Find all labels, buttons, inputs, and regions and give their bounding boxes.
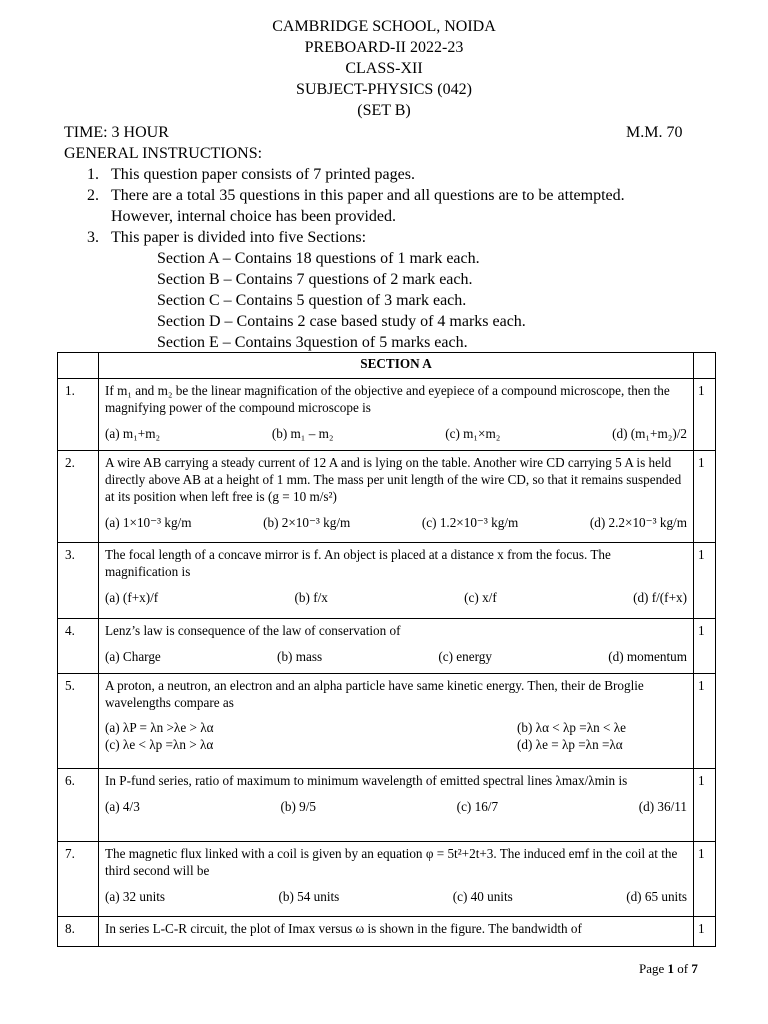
question-row [58,379,716,451]
subject-name: SUBJECT-PHYSICS (042) [296,81,472,98]
question-text: The focal length of a concave mirror is f. An object is placed at a distance x from the focus. The magnification is [105,547,611,579]
instruction-text: There are a total 35 questions in this paper and all questions are to be attempted. [111,187,625,204]
question-table [57,352,716,947]
question-body [99,917,694,947]
option: (b) m₁ – m₂ [271,426,334,441]
page-number: 1 [667,961,675,976]
question-text: Lenz’s law is consequence of the law of conservation of [105,623,401,638]
question-text: A proton, a neutron, an electron and an alpha particle have same kinetic energy. Then, their de Broglie wavelengths compare as [105,678,644,710]
page-footer [639,961,698,977]
school-name: CAMBRIDGE SCHOOL, NOIDA [272,18,496,35]
options [105,719,687,753]
question-number: 5. [58,674,99,769]
question-number: 8. [58,917,99,947]
option: (d) 65 units [626,889,687,904]
instruction-item [87,185,625,206]
instruction-text: This paper is divided into five Sections: [111,229,367,246]
question-body [99,842,694,917]
set-name: (SET B) [357,102,411,119]
option: (b) f/x [294,590,328,605]
question-number: 4. [58,619,99,674]
option: (c) m₁×m₂ [445,426,501,441]
marks: 1 [694,842,716,917]
option: (a) m₁+m₂ [105,426,161,441]
instruction-text: This question paper consists of 7 printed pages. [111,166,415,183]
marks: 1 [694,917,716,947]
options [105,589,687,606]
option: (a) 32 units [105,889,166,904]
question-body [99,619,694,674]
question-text: If m₁ and m₂ be the linear magnification of the objective and eyepiece of a compound microscope, then the magnifying power of the compound microscope is [105,383,670,415]
instruction-number: 3. [87,229,99,246]
instruction-continued: However, internal choice has been provided. [111,208,397,225]
option: (a) Charge [105,649,161,664]
options [105,798,687,815]
option: (c) x/f [464,590,497,605]
question-row [58,674,716,769]
question-row [58,842,716,917]
question-row [58,917,716,947]
section-line: Section C – Contains 5 question of 3 mark each. [157,292,467,309]
question-number: 7. [58,842,99,917]
question-row [58,451,716,543]
marks: 1 [694,674,716,769]
option: (c) 1.2×10⁻³ kg/m [421,515,519,530]
option: (c) energy [438,649,492,664]
option: (a) 4/3 [105,799,140,814]
max-marks: M.M. 70 [626,124,683,141]
section-a-title: SECTION A [99,353,694,379]
marks: 1 [694,769,716,842]
option: (a) (f+x)/f [105,590,159,605]
marks: 1 [694,379,716,451]
section-line: Section A – Contains 18 questions of 1 mark each. [157,250,480,267]
option: (b) 9/5 [280,799,316,814]
question-number: 1. [58,379,99,451]
question-number: 6. [58,769,99,842]
page-total: 7 [691,961,698,976]
question-body [99,379,694,451]
page-prefix: Page [639,961,668,976]
instruction-number: 2. [87,187,99,204]
option: (b) λα < λp =λn < λe [517,720,626,735]
option: (d) 2.2×10⁻³ kg/m [589,515,687,530]
question-body [99,451,694,543]
question-body [99,769,694,842]
section-line: Section E – Contains 3question of 5 marks each. [157,334,468,351]
marks: 1 [694,451,716,543]
option: (d) momentum [608,649,687,664]
options [105,425,687,442]
marks: 1 [694,619,716,674]
question-number: 3. [58,543,99,619]
option: (d) (m₁+m₂)/2 [612,426,687,441]
option: (d) f/(f+x) [633,590,687,605]
time-label: TIME: 3 HOUR [64,124,169,141]
question-text: The magnetic flux linked with a coil is given by an equation φ = 5t²+2t+3. The induced emf in the coil at the third second will be [105,846,678,878]
question-body [99,543,694,619]
option: (b) 54 units [278,889,340,904]
option: (d) λe = λp =λn =λα [517,737,623,752]
option: (a) 1×10⁻³ kg/m [105,515,192,530]
question-text: In P-fund series, ratio of maximum to minimum wavelength of emitted spectral lines λmax/λmin is [105,773,628,788]
marks: 1 [694,543,716,619]
options [105,514,687,531]
class-name: CLASS-XII [345,60,423,77]
instruction-item [87,164,415,185]
option: (a) λP = λn >λe > λα [105,720,214,735]
section-header-row [58,353,716,379]
instruction-number: 1. [87,166,99,183]
question-number: 2. [58,451,99,543]
question-row [58,769,716,842]
exam-name: PREBOARD-II 2022-23 [304,39,464,56]
question-text: A wire AB carrying a steady current of 12 A and is lying on the table. Another wire CD carrying 5 A is held directly above AB at a height of 1 mm. The mass per unit length of the wire CD, so that it remains suspended at its position when left free is (g = 10 m/s²) [105,455,682,504]
option: (b) mass [277,649,323,664]
instructions-title: GENERAL INSTRUCTIONS: [64,145,263,162]
option: (b) 2×10⁻³ kg/m [263,515,351,530]
instruction-item [87,227,366,248]
option: (c) λe < λp =λn > λα [105,737,214,752]
question-text: In series L-C-R circuit, the plot of Imax versus ω is shown in the figure. The bandwidth of [105,921,582,936]
question-row [58,543,716,619]
options [105,648,687,665]
page-of: of [674,961,692,976]
option: (d) 36/11 [638,799,687,814]
option: (c) 40 units [452,889,513,904]
section-line: Section D – Contains 2 case based study of 4 marks each. [157,313,526,330]
question-body [99,674,694,769]
section-line: Section B – Contains 7 questions of 2 mark each. [157,271,473,288]
question-row [58,619,716,674]
option: (c) 16/7 [456,799,499,814]
options [105,888,687,905]
